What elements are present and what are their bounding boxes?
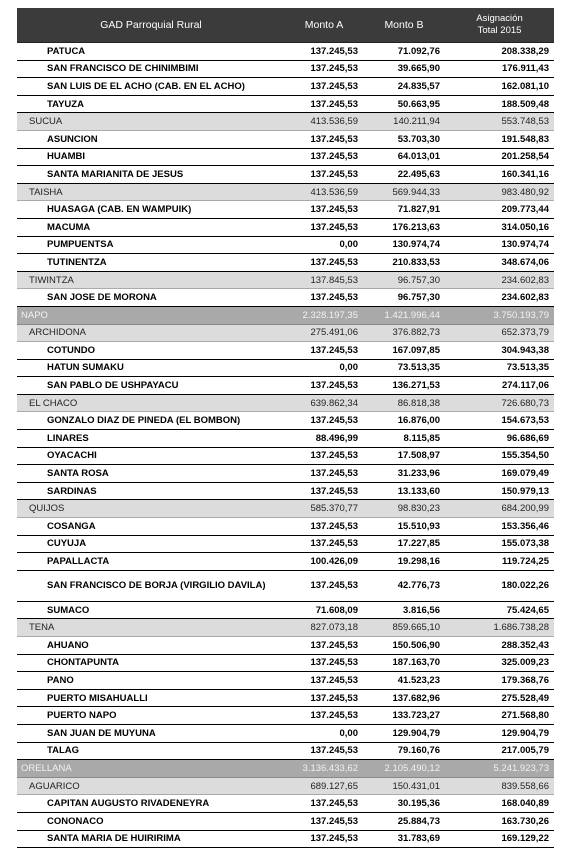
cell-name[interactable]: SANTA MARIA DE HUIRIRIMA — [17, 830, 285, 848]
canton-row[interactable] — [17, 619, 554, 637]
cell-total[interactable]: 314.050,16 — [445, 218, 554, 236]
parish-row[interactable] — [17, 724, 554, 742]
cell-monto-b[interactable]: 150.431,01 — [363, 777, 445, 795]
parish-row[interactable] — [17, 148, 554, 166]
cell-name[interactable]: TIWINTZA — [17, 271, 285, 289]
cell-monto-b[interactable]: 16.876,00 — [363, 412, 445, 430]
parish-row[interactable] — [17, 570, 554, 601]
cell-monto-a[interactable]: 0,00 — [285, 724, 363, 742]
cell-monto-a[interactable]: 137.245,53 — [285, 254, 363, 272]
cell-name[interactable]: SANTA MARIANITA DE JESUS — [17, 166, 285, 184]
cell-name[interactable]: TUTINENTZA — [17, 254, 285, 272]
cell-name[interactable]: ARCHIDONA — [17, 324, 285, 342]
parish-row[interactable] — [17, 430, 554, 448]
cell-monto-a[interactable]: 137.245,53 — [285, 60, 363, 78]
allocation-sheet — [17, 8, 554, 848]
cell-name[interactable]: SAN JUAN DE MUYUNA — [17, 724, 285, 742]
cell-monto-a[interactable]: 137.245,53 — [285, 95, 363, 113]
cell-monto-a[interactable]: 137.845,53 — [285, 271, 363, 289]
cell-name[interactable]: TAYUZA — [17, 95, 285, 113]
cell-monto-b[interactable]: 64.013,01 — [363, 148, 445, 166]
parish-row[interactable] — [17, 742, 554, 760]
cell-monto-b[interactable]: 13.133,60 — [363, 482, 445, 500]
cell-total[interactable]: 169.079,49 — [445, 465, 554, 483]
cell-total[interactable]: 684.200,99 — [445, 500, 554, 518]
cell-total[interactable]: 119.724,25 — [445, 553, 554, 571]
parish-row[interactable] — [17, 236, 554, 254]
canton-row[interactable] — [17, 500, 554, 518]
cell-total[interactable]: 726.680,73 — [445, 394, 554, 412]
parish-row[interactable] — [17, 78, 554, 96]
cell-total[interactable]: 5.241.923,73 — [445, 760, 554, 778]
allocation-table — [17, 8, 554, 848]
cell-monto-b[interactable]: 569.944,33 — [363, 183, 445, 201]
parish-row[interactable] — [17, 60, 554, 78]
cell-monto-a[interactable]: 0,00 — [285, 236, 363, 254]
cell-monto-b[interactable]: 31.233,96 — [363, 465, 445, 483]
cell-monto-b[interactable]: 98.830,23 — [363, 500, 445, 518]
cell-total[interactable]: 839.558,66 — [445, 777, 554, 795]
cell-name[interactable]: PUMPUENTSA — [17, 236, 285, 254]
cell-monto-b[interactable]: 53.703,30 — [363, 130, 445, 148]
cell-total[interactable]: 130.974,74 — [445, 236, 554, 254]
cell-name[interactable]: TAISHA — [17, 183, 285, 201]
cell-monto-b[interactable]: 130.974,74 — [363, 236, 445, 254]
cell-total[interactable]: 325.009,23 — [445, 654, 554, 672]
cell-monto-b[interactable]: 50.663,95 — [363, 95, 445, 113]
cell-monto-a[interactable]: 413.536,59 — [285, 183, 363, 201]
cell-total[interactable]: 160.341,16 — [445, 166, 554, 184]
cell-monto-b[interactable]: 167.097,85 — [363, 342, 445, 360]
parish-row[interactable] — [17, 518, 554, 536]
cell-monto-b[interactable]: 176.213,63 — [363, 218, 445, 236]
parish-row[interactable] — [17, 535, 554, 553]
prov-row[interactable] — [17, 760, 554, 778]
parish-row[interactable] — [17, 166, 554, 184]
parish-row[interactable] — [17, 359, 554, 377]
cell-monto-a[interactable]: 137.245,53 — [285, 637, 363, 655]
parish-row[interactable] — [17, 342, 554, 360]
cell-monto-a[interactable]: 137.245,53 — [285, 289, 363, 307]
cell-name[interactable]: ORELLANA — [17, 760, 285, 778]
cell-monto-a[interactable]: 137.245,53 — [285, 148, 363, 166]
cell-name[interactable]: SAN FRANCISCO DE CHINIMBIMI — [17, 60, 285, 78]
parish-row[interactable] — [17, 601, 554, 619]
cell-monto-b[interactable]: 30.195,36 — [363, 795, 445, 813]
cell-monto-b[interactable]: 96.757,30 — [363, 271, 445, 289]
cell-total[interactable]: 275.528,49 — [445, 689, 554, 707]
cell-monto-b[interactable]: 140.211,94 — [363, 113, 445, 131]
cell-monto-a[interactable]: 88.496,99 — [285, 430, 363, 448]
cell-monto-a[interactable]: 137.245,53 — [285, 342, 363, 360]
parish-row[interactable] — [17, 637, 554, 655]
cell-monto-b[interactable]: 3.816,56 — [363, 601, 445, 619]
cell-name[interactable]: COSANGA — [17, 518, 285, 536]
cell-name[interactable]: CHONTAPUNTA — [17, 654, 285, 672]
cell-total[interactable]: 274.117,06 — [445, 377, 554, 395]
cell-monto-a[interactable]: 137.245,53 — [285, 130, 363, 148]
parish-row[interactable] — [17, 377, 554, 395]
cell-name[interactable]: CONONACO — [17, 812, 285, 830]
table-body — [17, 43, 554, 848]
cell-monto-b[interactable]: 15.510,93 — [363, 518, 445, 536]
cell-monto-b[interactable]: 96.757,30 — [363, 289, 445, 307]
cell-monto-b[interactable]: 39.665,90 — [363, 60, 445, 78]
cell-total[interactable]: 75.424,65 — [445, 601, 554, 619]
cell-name[interactable]: TENA — [17, 619, 285, 637]
cell-monto-b[interactable]: 22.495,63 — [363, 166, 445, 184]
cell-total[interactable]: 155.354,50 — [445, 447, 554, 465]
cell-monto-a[interactable]: 137.245,53 — [285, 654, 363, 672]
cell-name[interactable]: SANTA ROSA — [17, 465, 285, 483]
cell-monto-b[interactable]: 129.904,79 — [363, 724, 445, 742]
cell-monto-a[interactable]: 137.245,53 — [285, 78, 363, 96]
cell-name[interactable]: AHUANO — [17, 637, 285, 655]
cell-total[interactable]: 153.356,46 — [445, 518, 554, 536]
cell-monto-b[interactable]: 41.523,23 — [363, 672, 445, 690]
parish-row[interactable] — [17, 830, 554, 848]
cell-monto-a[interactable]: 2.328.197,35 — [285, 306, 363, 324]
cell-total[interactable]: 201.258,54 — [445, 148, 554, 166]
cell-name[interactable]: OYACACHI — [17, 447, 285, 465]
cell-total[interactable]: 169.129,22 — [445, 830, 554, 848]
cell-monto-a[interactable]: 137.245,53 — [285, 447, 363, 465]
cell-total[interactable]: 208.338,29 — [445, 43, 554, 61]
cell-name[interactable]: HATUN SUMAKU — [17, 359, 285, 377]
cell-monto-a[interactable]: 137.245,53 — [285, 518, 363, 536]
cell-total[interactable]: 176.911,43 — [445, 60, 554, 78]
cell-name[interactable]: MACUMA — [17, 218, 285, 236]
cell-monto-a[interactable]: 100.426,09 — [285, 553, 363, 571]
cell-name[interactable]: PATUCA — [17, 43, 285, 61]
cell-monto-a[interactable]: 639.862,34 — [285, 394, 363, 412]
parish-row[interactable] — [17, 130, 554, 148]
cell-monto-a[interactable]: 137.245,53 — [285, 412, 363, 430]
cell-total[interactable]: 234.602,83 — [445, 289, 554, 307]
cell-monto-a[interactable]: 137.245,53 — [285, 830, 363, 848]
parish-row[interactable] — [17, 654, 554, 672]
cell-name[interactable]: PAPALLACTA — [17, 553, 285, 571]
cell-total[interactable]: 150.979,13 — [445, 482, 554, 500]
cell-monto-a[interactable]: 689.127,65 — [285, 777, 363, 795]
cell-name[interactable]: SAN PABLO DE USHPAYACU — [17, 377, 285, 395]
cell-name[interactable]: SAN LUIS DE EL ACHO (CAB. EN EL ACHO) — [17, 78, 285, 96]
cell-monto-b[interactable]: 71.827,91 — [363, 201, 445, 219]
cell-monto-b[interactable]: 137.682,96 — [363, 689, 445, 707]
header-total[interactable] — [445, 8, 554, 43]
canton-row[interactable] — [17, 777, 554, 795]
cell-monto-b[interactable]: 150.506,90 — [363, 637, 445, 655]
cell-total[interactable]: 652.373,79 — [445, 324, 554, 342]
cell-total[interactable]: 163.730,26 — [445, 812, 554, 830]
cell-monto-b[interactable]: 859.665,10 — [363, 619, 445, 637]
cell-monto-b[interactable]: 71.092,76 — [363, 43, 445, 61]
cell-monto-b[interactable]: 2.105.490,12 — [363, 760, 445, 778]
cell-total[interactable]: 217.005,79 — [445, 742, 554, 760]
parish-row[interactable] — [17, 447, 554, 465]
cell-total[interactable]: 304.943,38 — [445, 342, 554, 360]
cell-name[interactable]: PUERTO MISAHUALLI — [17, 689, 285, 707]
parish-row[interactable] — [17, 553, 554, 571]
cell-monto-b[interactable]: 1.421.996,44 — [363, 306, 445, 324]
cell-total[interactable]: 155.073,38 — [445, 535, 554, 553]
parish-row[interactable] — [17, 672, 554, 690]
cell-total[interactable]: 73.513,35 — [445, 359, 554, 377]
cell-name[interactable]: COTUNDO — [17, 342, 285, 360]
cell-total[interactable]: 1.686.738,28 — [445, 619, 554, 637]
parish-row[interactable] — [17, 289, 554, 307]
cell-monto-a[interactable]: 585.370,77 — [285, 500, 363, 518]
cell-name[interactable]: GONZALO DIAZ DE PINEDA (EL BOMBON) — [17, 412, 285, 430]
cell-name[interactable]: SARDINAS — [17, 482, 285, 500]
cell-name[interactable]: LINARES — [17, 430, 285, 448]
cell-monto-b[interactable]: 17.508,97 — [363, 447, 445, 465]
parish-row[interactable] — [17, 201, 554, 219]
cell-name[interactable]: TALAG — [17, 742, 285, 760]
cell-total[interactable]: 983.480,92 — [445, 183, 554, 201]
header-monto-b[interactable]: Monto B — [363, 8, 445, 43]
cell-monto-b[interactable]: 24.835,57 — [363, 78, 445, 96]
cell-name[interactable]: EL CHACO — [17, 394, 285, 412]
parish-row[interactable] — [17, 95, 554, 113]
cell-monto-b[interactable]: 187.163,70 — [363, 654, 445, 672]
cell-monto-a[interactable]: 137.245,53 — [285, 482, 363, 500]
cell-monto-a[interactable]: 137.245,53 — [285, 742, 363, 760]
cell-monto-b[interactable]: 376.882,73 — [363, 324, 445, 342]
cell-monto-b[interactable]: 86.818,38 — [363, 394, 445, 412]
parish-row[interactable] — [17, 707, 554, 725]
parish-row[interactable] — [17, 412, 554, 430]
cell-total[interactable]: 96.686,69 — [445, 430, 554, 448]
parish-row[interactable] — [17, 795, 554, 813]
cell-name[interactable]: SAN FRANCISCO DE BORJA (VIRGILIO DAVILA) — [17, 570, 285, 601]
cell-monto-a[interactable]: 137.245,53 — [285, 218, 363, 236]
cell-total[interactable]: 553.748,53 — [445, 113, 554, 131]
cell-monto-a[interactable]: 137.245,53 — [285, 689, 363, 707]
cell-monto-b[interactable]: 17.227,85 — [363, 535, 445, 553]
cell-total[interactable]: 180.022,26 — [445, 570, 554, 601]
header-total-line1: Asignación — [476, 13, 523, 24]
parish-row[interactable] — [17, 254, 554, 272]
header-monto-a[interactable]: Monto A — [285, 8, 363, 43]
prov-row[interactable] — [17, 306, 554, 324]
cell-monto-a[interactable]: 137.245,53 — [285, 795, 363, 813]
cell-total[interactable]: 288.352,43 — [445, 637, 554, 655]
cell-monto-a[interactable]: 71.608,09 — [285, 601, 363, 619]
canton-row[interactable] — [17, 183, 554, 201]
cell-monto-a[interactable]: 0,00 — [285, 359, 363, 377]
cell-monto-b[interactable]: 42.776,73 — [363, 570, 445, 601]
cell-monto-a[interactable]: 137.245,53 — [285, 570, 363, 601]
cell-monto-a[interactable]: 827.073,18 — [285, 619, 363, 637]
cell-monto-b[interactable]: 79.160,76 — [363, 742, 445, 760]
cell-monto-a[interactable]: 137.245,53 — [285, 812, 363, 830]
canton-row[interactable] — [17, 271, 554, 289]
cell-monto-a[interactable]: 137.245,53 — [285, 535, 363, 553]
parish-row[interactable] — [17, 689, 554, 707]
cell-name[interactable]: SUMACO — [17, 601, 285, 619]
parish-row[interactable] — [17, 43, 554, 61]
cell-monto-a[interactable]: 3.136.433,62 — [285, 760, 363, 778]
cell-name[interactable]: AGUARICO — [17, 777, 285, 795]
cell-monto-b[interactable]: 210.833,53 — [363, 254, 445, 272]
parish-row[interactable] — [17, 465, 554, 483]
cell-monto-a[interactable]: 137.245,53 — [285, 166, 363, 184]
canton-row[interactable] — [17, 324, 554, 342]
header-total-line2: Total 2015 — [477, 25, 522, 36]
cell-monto-a[interactable]: 275.491,06 — [285, 324, 363, 342]
cell-name[interactable]: HUAMBI — [17, 148, 285, 166]
cell-total[interactable]: 162.081,10 — [445, 78, 554, 96]
cell-monto-a[interactable]: 137.245,53 — [285, 201, 363, 219]
canton-row[interactable] — [17, 113, 554, 131]
cell-total[interactable]: 348.674,06 — [445, 254, 554, 272]
parish-row[interactable] — [17, 218, 554, 236]
cell-name[interactable]: QUIJOS — [17, 500, 285, 518]
cell-total[interactable]: 3.750.193,79 — [445, 306, 554, 324]
cell-total[interactable]: 188.509,48 — [445, 95, 554, 113]
cell-total[interactable]: 209.773,44 — [445, 201, 554, 219]
cell-monto-a[interactable]: 137.245,53 — [285, 707, 363, 725]
cell-name[interactable]: CUYUJA — [17, 535, 285, 553]
cell-name[interactable]: SUCUA — [17, 113, 285, 131]
cell-monto-b[interactable]: 31.783,69 — [363, 830, 445, 848]
cell-monto-a[interactable]: 413.536,59 — [285, 113, 363, 131]
cell-name[interactable]: PANO — [17, 672, 285, 690]
cell-total[interactable]: 129.904,79 — [445, 724, 554, 742]
cell-monto-a[interactable]: 137.245,53 — [285, 672, 363, 690]
cell-total[interactable]: 234.602,83 — [445, 271, 554, 289]
cell-name[interactable]: NAPO — [17, 306, 285, 324]
cell-monto-b[interactable]: 133.723,27 — [363, 707, 445, 725]
cell-total[interactable]: 191.548,83 — [445, 130, 554, 148]
cell-name[interactable]: ASUNCION — [17, 130, 285, 148]
cell-monto-a[interactable]: 137.245,53 — [285, 465, 363, 483]
cell-total[interactable]: 154.673,53 — [445, 412, 554, 430]
cell-monto-a[interactable]: 137.245,53 — [285, 377, 363, 395]
cell-name[interactable]: SAN JOSE DE MORONA — [17, 289, 285, 307]
canton-row[interactable] — [17, 394, 554, 412]
cell-monto-b[interactable]: 8.115,85 — [363, 430, 445, 448]
cell-total[interactable]: 179.368,76 — [445, 672, 554, 690]
table-header-row — [17, 8, 554, 43]
cell-total[interactable]: 271.568,80 — [445, 707, 554, 725]
cell-monto-b[interactable]: 19.298,16 — [363, 553, 445, 571]
cell-monto-b[interactable]: 136.271,53 — [363, 377, 445, 395]
cell-monto-b[interactable]: 25.884,73 — [363, 812, 445, 830]
cell-total[interactable]: 168.040,89 — [445, 795, 554, 813]
cell-name[interactable]: PUERTO NAPO — [17, 707, 285, 725]
header-gad[interactable]: GAD Parroquial Rural — [17, 8, 285, 43]
cell-monto-b[interactable]: 73.513,35 — [363, 359, 445, 377]
cell-name[interactable]: HUASAGA (CAB. EN WAMPUIK) — [17, 201, 285, 219]
parish-row[interactable] — [17, 482, 554, 500]
parish-row[interactable] — [17, 812, 554, 830]
cell-name[interactable]: CAPITAN AUGUSTO RIVADENEYRA — [17, 795, 285, 813]
cell-monto-a[interactable]: 137.245,53 — [285, 43, 363, 61]
